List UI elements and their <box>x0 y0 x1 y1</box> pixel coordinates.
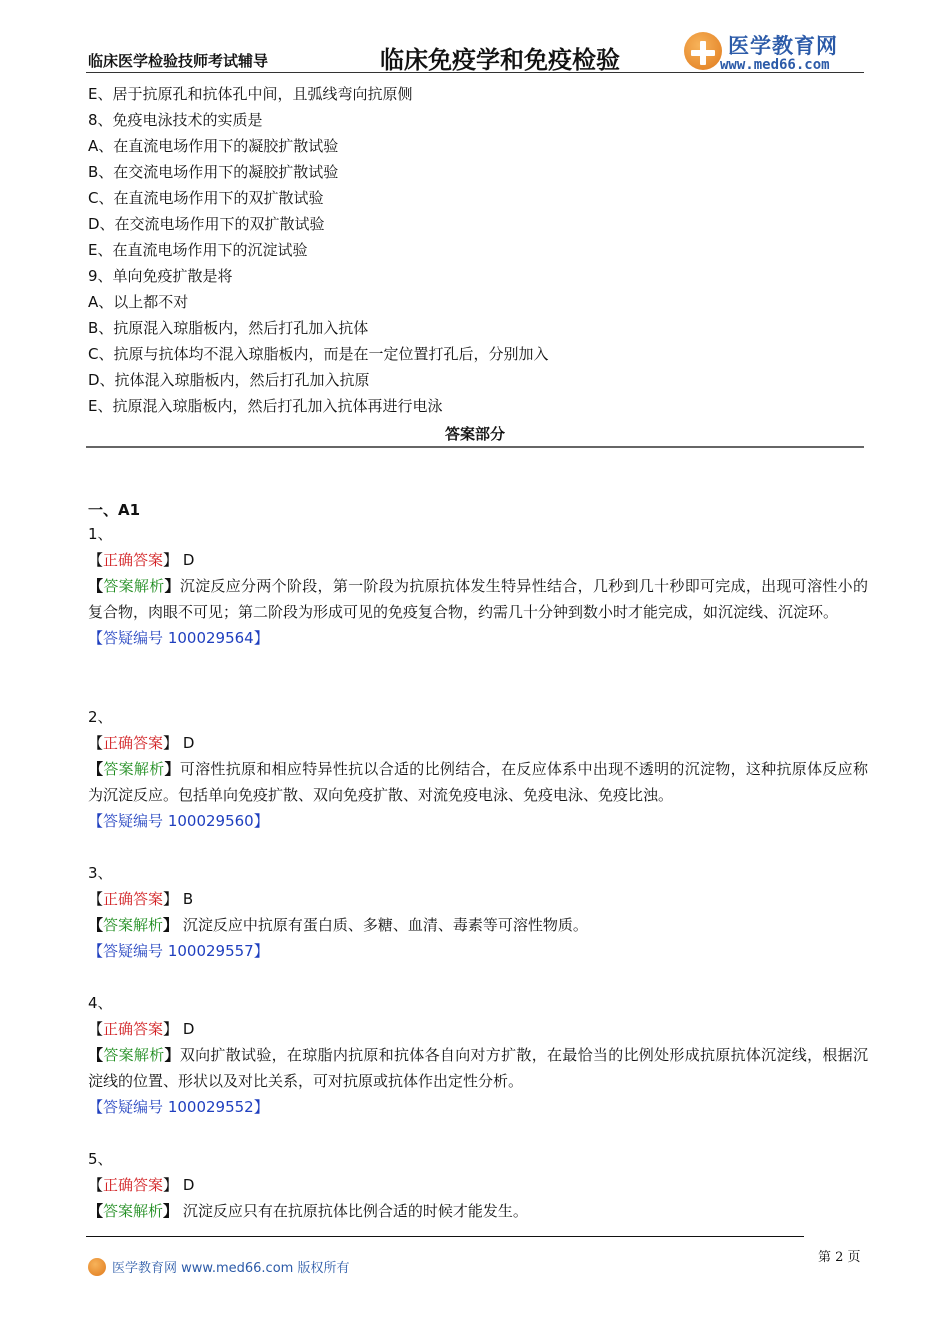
analysis-line: 【答案解析】双向扩散试验，在琼脂内抗原和抗体各自向对方扩散，在最恰当的比例处形成抗原抗体沉淀线，根据沉淀线的位置、形状以及对比关系，可对抗原或抗体作出定性分析。 <box>88 1046 868 1090</box>
correct-answer-line: 【正确答案】 D <box>88 1176 195 1194</box>
correct-answer-label: 正确答案 <box>103 551 164 569</box>
section-label: 一、A1 <box>88 501 141 519</box>
correct-answer-value: D <box>182 1176 195 1194</box>
analysis-label: 答案解析 <box>103 577 165 595</box>
qa-id: 100029560 <box>167 812 254 830</box>
correct-answer-line: 【正确答案】 B <box>88 890 194 908</box>
correct-answer-value: D <box>182 551 195 569</box>
logo-cross-icon <box>684 32 722 70</box>
header-left-text: 临床医学检验技师考试辅导 <box>88 52 269 70</box>
analysis-line: 【答案解析】沉淀反应分两个阶段，第一阶段为抗原抗体发生特异性结合，几秒到几十秒即可完成，出现可溶性小的复合物，肉眼不可见；第二阶段为形成可见的免疫复合物，约需几十分钟到数小时才能完成，如沉淀线、沉淀环。 <box>88 577 868 621</box>
site-logo[interactable] <box>684 30 864 76</box>
page-title: 临床免疫学和免疫检验 <box>380 45 620 74</box>
qa-id-link[interactable]: 【答疑编号 100029564】 <box>88 629 269 647</box>
analysis-label: 答案解析 <box>103 760 165 778</box>
question-line: D、在交流电场作用下的双扩散试验 <box>88 215 325 233</box>
correct-answer-label: 正确答案 <box>103 734 164 752</box>
analysis-label: 答案解析 <box>103 916 164 934</box>
footer-logo-icon <box>88 1258 106 1276</box>
question-line: C、抗原与抗体均不混入琼脂板内，而是在一定位置打孔后，分别加入 <box>88 345 549 363</box>
footer-divider <box>86 1236 804 1237</box>
question-line: E、居于抗原孔和抗体孔中间，且弧线弯向抗原侧 <box>88 85 413 103</box>
correct-answer-value: D <box>182 734 195 752</box>
analysis-text: 沉淀反应分两个阶段，第一阶段为抗原抗体发生特异性结合，几秒到几十秒即可完成，出现可溶性小的复合物，肉眼不可见；第二阶段为形成可见的免疫复合物，约需几十分钟到数小时才能完成，如沉淀线、沉淀环。 <box>88 577 868 621</box>
analysis-text: 沉淀反应只有在抗原抗体比例合适的时候才能发生。 <box>178 1202 528 1220</box>
answer-number: 3、 <box>88 864 113 882</box>
analysis-line: 【答案解析】可溶性抗原和相应特异性抗以合适的比例结合，在反应体系中出现不透明的沉淀物，这种抗原体反应称为沉淀反应。包括单向免疫扩散、双向免疫扩散、对流免疫电泳、免疫电泳、免疫比浊。 <box>88 760 868 804</box>
footer-site-link[interactable]: 医学教育网 www.med66.com 版权所有 <box>112 1261 350 1276</box>
analysis-label: 答案解析 <box>103 1046 165 1064</box>
correct-answer-line: 【正确答案】 D <box>88 551 195 569</box>
answer-item <box>88 860 868 964</box>
analysis-line: 【答案解析】 沉淀反应中抗原有蛋白质、多糖、血清、毒素等可溶性物质。 <box>88 916 588 934</box>
question-line: B、抗原混入琼脂板内，然后打孔加入抗体 <box>88 319 369 337</box>
qa-prefix: 答疑编号 <box>103 1098 164 1116</box>
header-divider <box>86 72 864 73</box>
qa-id-link[interactable]: 【答疑编号 100029560】 <box>88 812 269 830</box>
qa-id-link[interactable]: 【答疑编号 100029552】 <box>88 1098 269 1116</box>
correct-answer-label: 正确答案 <box>103 1176 164 1194</box>
question-line: C、在直流电场作用下的双扩散试验 <box>88 189 324 207</box>
answer-section-title: 答案部分 <box>444 425 505 443</box>
page-number: 第 2 页 <box>818 1250 861 1265</box>
analysis-text: 双向扩散试验，在琼脂内抗原和抗体各自向对方扩散，在最恰当的比例处形成抗原抗体沉淀线，根据沉淀线的位置、形状以及对比关系，可对抗原或抗体作出定性分析。 <box>88 1046 868 1090</box>
question-line: 8、免疫电泳技术的实质是 <box>88 111 263 129</box>
answer-item <box>88 521 868 651</box>
answer-number: 2、 <box>88 708 113 726</box>
correct-answer-label: 正确答案 <box>103 1020 164 1038</box>
question-line: E、抗原混入琼脂板内，然后打孔加入抗体再进行电泳 <box>88 397 443 415</box>
correct-answer-line: 【正确答案】 D <box>88 1020 195 1038</box>
question-line: D、抗体混入琼脂板内，然后打孔加入抗原 <box>88 371 370 389</box>
qa-prefix: 答疑编号 <box>103 942 164 960</box>
qa-prefix: 答疑编号 <box>103 629 164 647</box>
section-divider <box>86 446 864 448</box>
analysis-line: 【答案解析】 沉淀反应只有在抗原抗体比例合适的时候才能发生。 <box>88 1202 528 1220</box>
analysis-label: 答案解析 <box>103 1202 164 1220</box>
correct-answer-label: 正确答案 <box>103 890 164 908</box>
answer-item <box>88 1146 868 1224</box>
analysis-text: 沉淀反应中抗原有蛋白质、多糖、血清、毒素等可溶性物质。 <box>178 916 588 934</box>
logo-url: www.med66.com <box>720 57 830 73</box>
qa-id-link[interactable]: 【答疑编号 100029557】 <box>88 942 269 960</box>
question-line: A、以上都不对 <box>88 293 189 311</box>
question-line: E、在直流电场作用下的沉淀试验 <box>88 241 308 259</box>
analysis-text: 可溶性抗原和相应特异性抗以合适的比例结合，在反应体系中出现不透明的沉淀物，这种抗原体反应称为沉淀反应。包括单向免疫扩散、双向免疫扩散、对流免疫电泳、免疫电泳、免疫比浊。 <box>88 760 868 804</box>
question-line: A、在直流电场作用下的凝胶扩散试验 <box>88 137 339 155</box>
question-line: 9、单向免疫扩散是将 <box>88 267 233 285</box>
qa-prefix: 答疑编号 <box>103 812 164 830</box>
logo-name: 医学教育网 <box>728 34 838 58</box>
correct-answer-value: B <box>182 890 194 908</box>
answer-number: 5、 <box>88 1150 113 1168</box>
answer-number: 1、 <box>88 525 113 543</box>
answer-item <box>88 990 868 1120</box>
answer-item <box>88 704 868 834</box>
correct-answer-value: D <box>182 1020 195 1038</box>
qa-id: 100029564 <box>167 629 254 647</box>
qa-id: 100029552 <box>167 1098 254 1116</box>
correct-answer-line: 【正确答案】 D <box>88 734 195 752</box>
answer-number: 4、 <box>88 994 113 1012</box>
qa-id: 100029557 <box>167 942 254 960</box>
question-line: B、在交流电场作用下的凝胶扩散试验 <box>88 163 339 181</box>
